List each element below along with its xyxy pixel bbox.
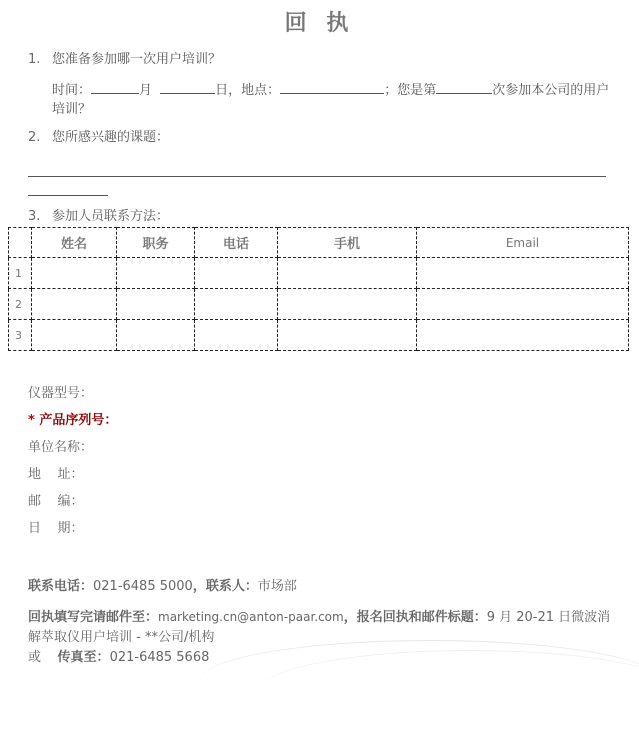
email-cell[interactable] — [417, 258, 629, 289]
contact-table — [8, 227, 629, 351]
month-blank[interactable] — [91, 80, 139, 94]
question-text: 参加人员联系方法： — [52, 209, 170, 224]
serial-number-text: 产品序列号： — [39, 413, 118, 428]
fax-value: 021-6485 5668 — [109, 650, 210, 665]
question-1 — [28, 51, 221, 69]
company-label: 单位名称： — [28, 440, 94, 455]
address-text: 地 址： — [28, 467, 84, 482]
name-cell[interactable] — [32, 320, 117, 351]
name-cell[interactable] — [32, 258, 117, 289]
phone-value: 021-6485 5000 — [93, 579, 193, 594]
mobile-cell[interactable] — [278, 258, 417, 289]
required-star: * — [28, 413, 35, 428]
email-value[interactable]: marketing.cn@anton-paar.com — [158, 610, 344, 624]
email-label: 回执填写完请邮件至： — [28, 610, 159, 625]
location-blank[interactable] — [280, 80, 384, 94]
header-position: 职务 — [117, 228, 195, 258]
question-1-details — [52, 80, 612, 119]
day-location-label: 日，地点： — [215, 83, 281, 98]
decorative-swoosh — [260, 650, 639, 731]
topic-answer-line-short[interactable] — [28, 195, 108, 196]
subject-value: 9 月 20-21 日微波消解萃取仪用户培训 - **公司/机构 — [28, 610, 611, 645]
address-label — [28, 463, 84, 482]
date-label — [28, 517, 84, 536]
email-cell[interactable] — [417, 289, 629, 320]
phone-cell[interactable] — [195, 289, 278, 320]
question-number: 3. — [28, 209, 41, 224]
postcode-text: 邮 编： — [28, 494, 84, 509]
contact-label: ，联系人： — [192, 579, 258, 594]
question-3 — [28, 208, 169, 226]
topic-answer-line[interactable] — [28, 176, 606, 177]
table-row — [9, 289, 629, 320]
table-row — [9, 258, 629, 289]
which-label: ；您是第 — [384, 83, 437, 98]
instrument-model-label: 仪器型号： — [28, 386, 94, 401]
time-label: 时间： — [52, 83, 92, 98]
or-text: 或 — [28, 650, 42, 665]
phone-label: 联系电话： — [28, 579, 94, 594]
position-cell[interactable] — [117, 289, 195, 320]
postcode-label — [28, 490, 84, 509]
date-text: 日 期： — [28, 521, 84, 536]
question-2 — [28, 129, 169, 147]
question-number: 2. — [28, 130, 41, 145]
position-cell[interactable] — [117, 258, 195, 289]
mobile-cell[interactable] — [278, 289, 417, 320]
table-row — [9, 320, 629, 351]
question-text: 您所感兴趣的课题： — [52, 130, 170, 145]
page-title: 回 执 — [284, 10, 355, 36]
header-name: 姓名 — [32, 228, 117, 258]
row-index: 1 — [9, 258, 32, 289]
row-index: 3 — [9, 320, 32, 351]
header-index — [9, 228, 32, 258]
contact-line — [28, 577, 297, 597]
position-cell[interactable] — [117, 320, 195, 351]
subject-label: ，报名回执和邮件标题： — [343, 610, 487, 625]
table-header-row — [9, 228, 629, 258]
fax-line — [28, 648, 209, 668]
times-label: 次参加本公司的用户培训？ — [52, 83, 610, 117]
header-email: Email — [417, 228, 629, 258]
month-label: 月 — [139, 83, 153, 98]
row-index: 2 — [9, 289, 32, 320]
phone-cell[interactable] — [195, 258, 278, 289]
name-cell[interactable] — [32, 289, 117, 320]
email-line — [28, 607, 618, 648]
day-blank[interactable] — [160, 80, 215, 94]
mobile-cell[interactable] — [278, 320, 417, 351]
email-cell[interactable] — [417, 320, 629, 351]
phone-cell[interactable] — [195, 320, 278, 351]
contact-value: 市场部 — [257, 579, 297, 594]
header-phone: 电话 — [195, 228, 278, 258]
fax-label: 传真至： — [57, 650, 110, 665]
times-blank[interactable] — [436, 80, 492, 94]
question-number: 1. — [28, 52, 41, 67]
serial-number-label — [28, 409, 117, 428]
question-text: 您准备参加哪一次用户培训？ — [52, 52, 222, 67]
header-mobile: 手机 — [278, 228, 417, 258]
